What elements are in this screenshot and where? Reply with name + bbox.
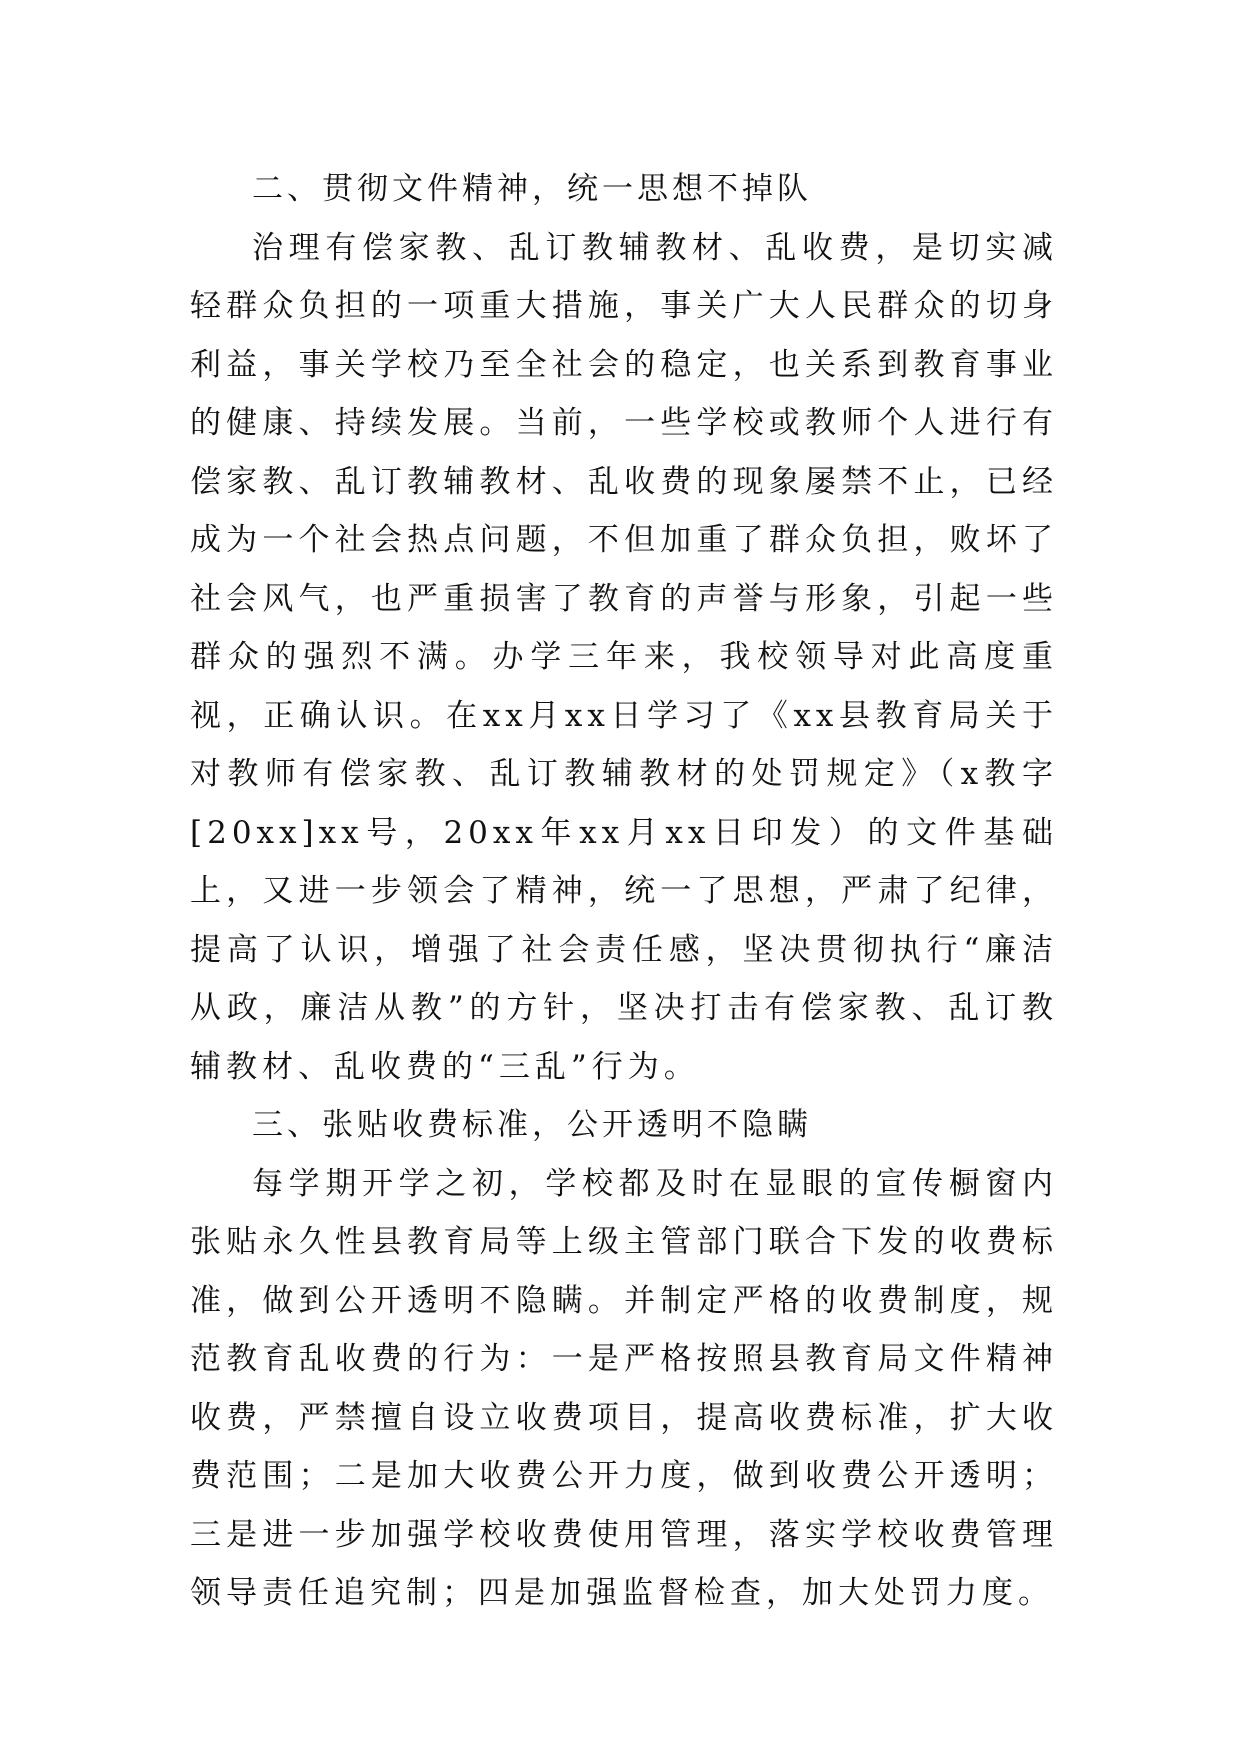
section-heading: 二、贯彻文件精神，统一思想不掉队 (252, 171, 812, 207)
section-heading: 三、张贴收费标准，公开透明不隐瞒 (252, 1107, 812, 1143)
section-paragraph: 治理有偿家教、乱订教辅教材、乱收费，是切实减轻群众负担的一项重大措施，事关广大人民群众的切身利益，事关学校乃至全社会的稳定，也关系到教育事业的健康、持续发展。当前，一些学校或教师个人进行有偿家教、乱订教辅教材、乱收费的现象屡禁不止，已经成为一个社会热点问题，不但加重了群众负担，败坏了社会风气，也严重损害了教育的声誉与形象，引起一些群众的强烈不满。办学三年来，我校领导对此高度重视，正确认识。在xx月xx日学习了《xx县教育局关于对教师有偿家教、乱订教辅教材的处罚规定》（x教字[20xx]xx号，20xx年xx月xx日印发）的文件基础上，又进一步领会了精神，统一了思想，严肃了纪律，提高了认识，增强了社会责任感，坚决贯彻执行“廉洁从政，廉洁从教”的方针，坚决打击有偿家教、乱订教辅教材、乱收费的“三乱”行为。 (190, 229, 1058, 1085)
section-paragraph: 每学期开学之初，学校都及时在显眼的宣传橱窗内张贴永久性县教育局等上级主管部门联合下发的收费标准，做到公开透明不隐瞒。并制定严格的收费制度，规范教育乱收费的行为：一是严格按照县教育局文件精神收费，严禁擅自设立收费项目，提高收费标准，扩大收费范围；二是加大收费公开力度，做到收费公开透明；三是进一步加强学校收费使用管理，落实学校收费管理领导责任追究制；四是加强监督检查，加大处罚力度。 (190, 1165, 1058, 1611)
document-body (190, 160, 1058, 1623)
